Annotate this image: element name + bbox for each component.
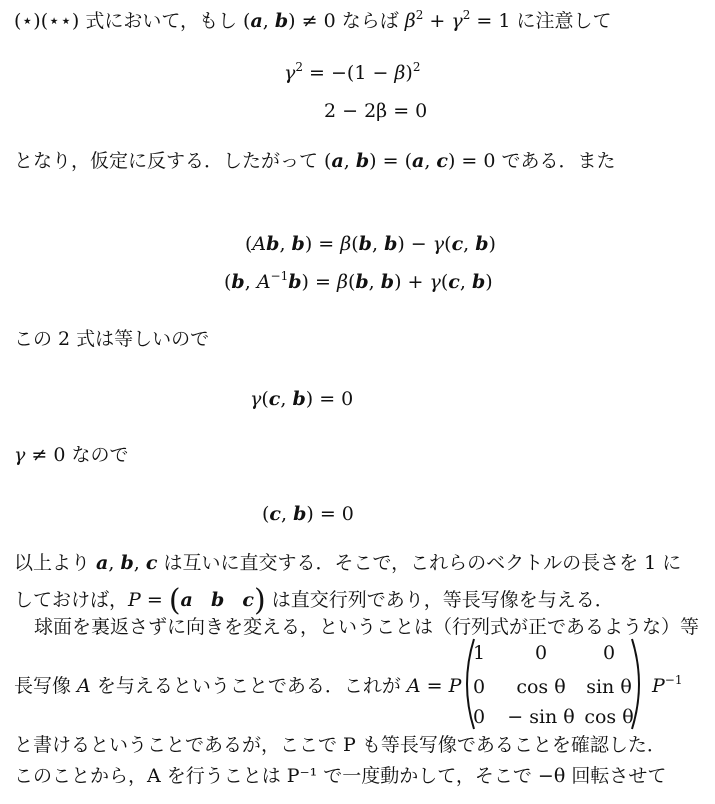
p2-post: は直交行列であり，等長写像を与える． xyxy=(265,589,614,611)
matrix-cell: sin θ xyxy=(586,676,632,698)
matrix-cell: 0 xyxy=(602,642,616,664)
paragraph-line-1: 以上より a, b, c は互いに直交する．そこで，これらのベクトルの長さを 1 に xyxy=(14,552,682,574)
l1-mid: ならば xyxy=(335,10,405,32)
p2-pre: しておけば， xyxy=(14,589,129,611)
matrix-cell: cos θ xyxy=(516,676,566,698)
l3-post: である．また xyxy=(495,150,616,172)
equation-gamma-cb: γ(c, b) = 0 xyxy=(250,388,354,410)
equation-cb: (c, b) = 0 xyxy=(262,503,354,525)
equation-gamma-squared: $\gamma^2 = -(1 - \beta)^2$ xyxy=(284,60,421,84)
matrix-cell: 0 xyxy=(472,676,486,698)
equation-b-Ainv-b: (b, $A^{-1}b) = \beta(b$, b) + γ(c, b) xyxy=(224,269,493,293)
l3-pre: となり，仮定に反する．したがって xyxy=(14,150,325,172)
p4-mid: を与えるということである．これが xyxy=(90,675,407,697)
matrix-cell: cos θ xyxy=(584,706,634,728)
text-line-4: この 2 式は等しいので xyxy=(14,328,210,350)
equation-2-2beta: 2 − 2β = 0 xyxy=(324,100,428,122)
paragraph-line-6: このことから，A を行うことは P⁻¹ で一度動かして，そこで −θ 回転させて xyxy=(14,765,667,787)
paragraph-line-5: と書けるということであるが，ここで P も等長写像であることを確認した． xyxy=(14,734,666,756)
p1-post: は互いに直交する．そこで，これらのベクトルの長さを 1 に xyxy=(157,552,682,574)
rotation-matrix xyxy=(462,636,662,732)
p4-pre: 長写像 xyxy=(14,675,78,697)
paragraph-line-3: 球面を裏返さずに向きを変える，ということは（行列式が正であるような）等 xyxy=(34,616,700,638)
matrix-cell: 1 xyxy=(472,642,486,664)
p1-pre: 以上より xyxy=(14,552,97,574)
text-line-5: γ ≠ 0 なので xyxy=(14,444,129,466)
matrix-cell: 0 xyxy=(472,706,486,728)
paragraph-line-4: 長写像 A を与えるということである．これが A = P xyxy=(14,675,462,697)
p-inverse-after-matrix: $P^{-1}$ xyxy=(652,673,683,697)
paragraph-line-2: しておけば，P = (a b c) は直交行列であり，等長写像を与える． xyxy=(14,583,614,618)
l5-post: なので xyxy=(65,444,129,466)
l1-post: に注意して xyxy=(510,10,612,32)
text-line-1: (⋆)(⋆⋆) 式において，もし (a, b) ≠ 0 ならば $\beta^2 + \gamma^2 = 1$ に注意して xyxy=(14,8,612,32)
matrix-cell: 0 xyxy=(534,642,548,664)
matrix-cell: − sin θ xyxy=(507,706,575,728)
equation-Ab-b: (Ab, b) = β(b, b) − γ(c, b) xyxy=(245,233,496,255)
text-line-3: となり，仮定に反する．したがって (a, b) = (a, c) = 0 である．また xyxy=(14,150,616,172)
l1-pre: (⋆)(⋆⋆) 式において，もし xyxy=(14,10,244,32)
